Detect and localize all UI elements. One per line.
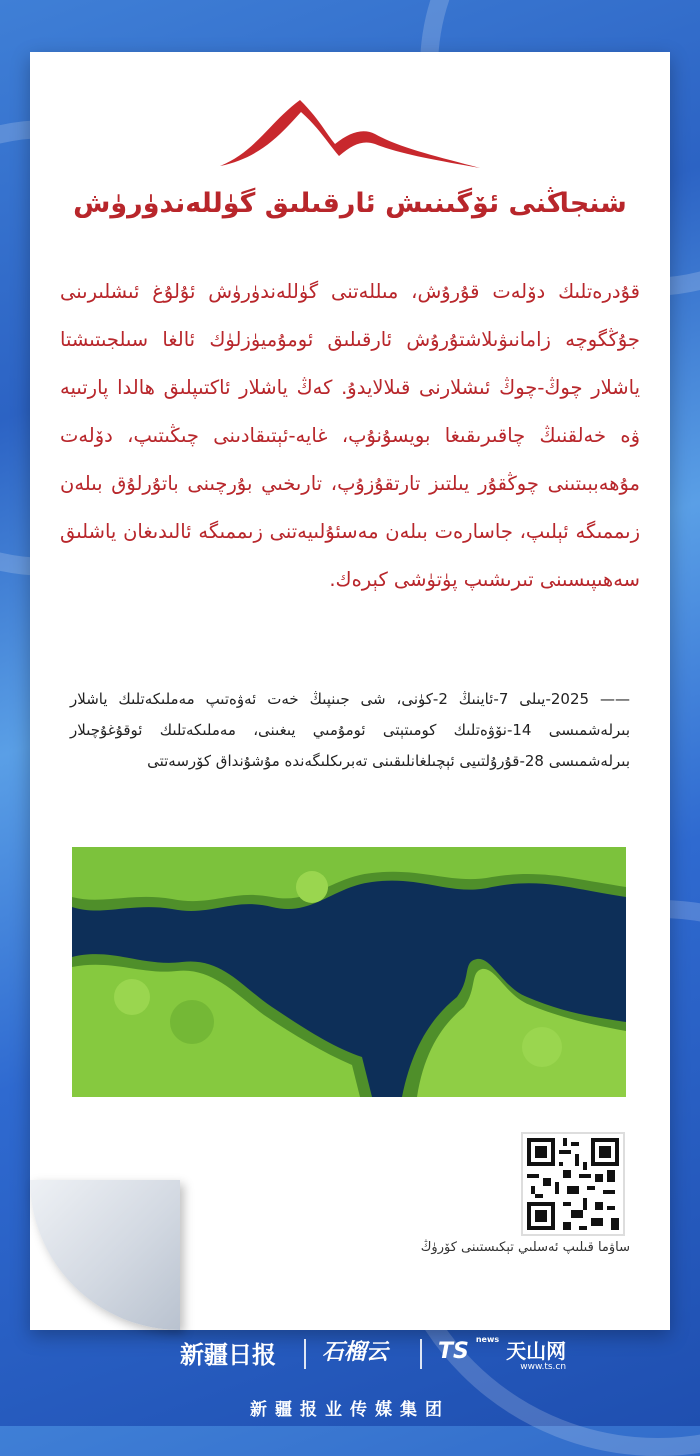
quote-text: قۇدرەتلىك دۆلەت قۇرۇش، مىللەتنى گۈللەندۈرۈش ئۇلۇغ ئىشلىرىنى جۇڭگوچە زامانىۋىلاشتۇرۇش ئارقىلىق ئومۇميۈزلۈك ئالغا سىلجىتىشتا ياشلار چوڭ-چوڭ ئىشلارنى قىلالايدۇ. كەڭ ياشلار ئاكتىپلىق ھالدا پارتىيە ۋە خەلقنىڭ چاقىرىقىغا بويسۇنۇپ، غايە-ئېتىقادىنى چىڭىتىپ، دۆلەت مۇھەببىتىنى چوڭقۇر يىلتىز تارتقۇزۇپ، تارىخىي بۇرچىنى باتۇرلۇق بىلەن زىممىگە ئېلىپ، جاسارەت بىلەن مەسئۇلىيەتنى زىممىگە ئالىدىغان ياشلىق سەھىپىسىنى تىرىشىپ پۈتۈشى كېرەك. <box>60 280 640 591</box>
brand-shiliuyun: 石榴云 <box>322 1340 389 1365</box>
footer <box>0 1325 700 1426</box>
qr-code[interactable] <box>521 1132 625 1236</box>
qr-caption: ساۋما قىلىپ ئەسلىي تېكىستىنى كۆرۈڭ <box>420 1240 630 1255</box>
aerial-river-photo <box>72 847 626 1097</box>
group-name: 新疆报业传媒集团 <box>250 1400 450 1420</box>
tianshan-net-logo <box>438 1335 566 1372</box>
brand-xinjiang-daily: 新疆日报 <box>180 1340 276 1369</box>
divider <box>420 1339 422 1369</box>
brand-url: www.ts.cn <box>520 1362 567 1372</box>
qr-code-pattern <box>523 1134 623 1234</box>
ts-mark: TS <box>438 1339 469 1364</box>
xinjiang-daily-logo <box>180 1335 276 1370</box>
source-text: —— 2025-يىلى 7-ئاينىڭ 2-كۈنى، شى جىنپىڭ خەت ئەۋەتىپ مەملىكەتلىك ياشلار بىرلەشمىسى 14-نۆۋەتلىك كومىتېتى ئومۇمىي يىغىنى، مەملىكەتلىك ئوقۇغۇچىلار بىرلەشمىسى 28-قۇرۇلتىيى ئېچىلغانلىقىنى تەبرىكلىگەندە مۇشۇنداق كۆرسەتتى <box>70 690 630 770</box>
brand-news: news <box>475 1335 500 1344</box>
divider <box>304 1339 306 1369</box>
photo-illustration <box>72 847 626 1097</box>
brand-tianshan-net: 天山网 <box>506 1339 567 1363</box>
page-title: شنجاڭنى ئۆگىنىش ئارقىلىق گۈللەندۈرۈش <box>73 188 627 219</box>
mountain-logo <box>215 92 485 176</box>
shiliuyun-logo <box>322 1335 388 1366</box>
